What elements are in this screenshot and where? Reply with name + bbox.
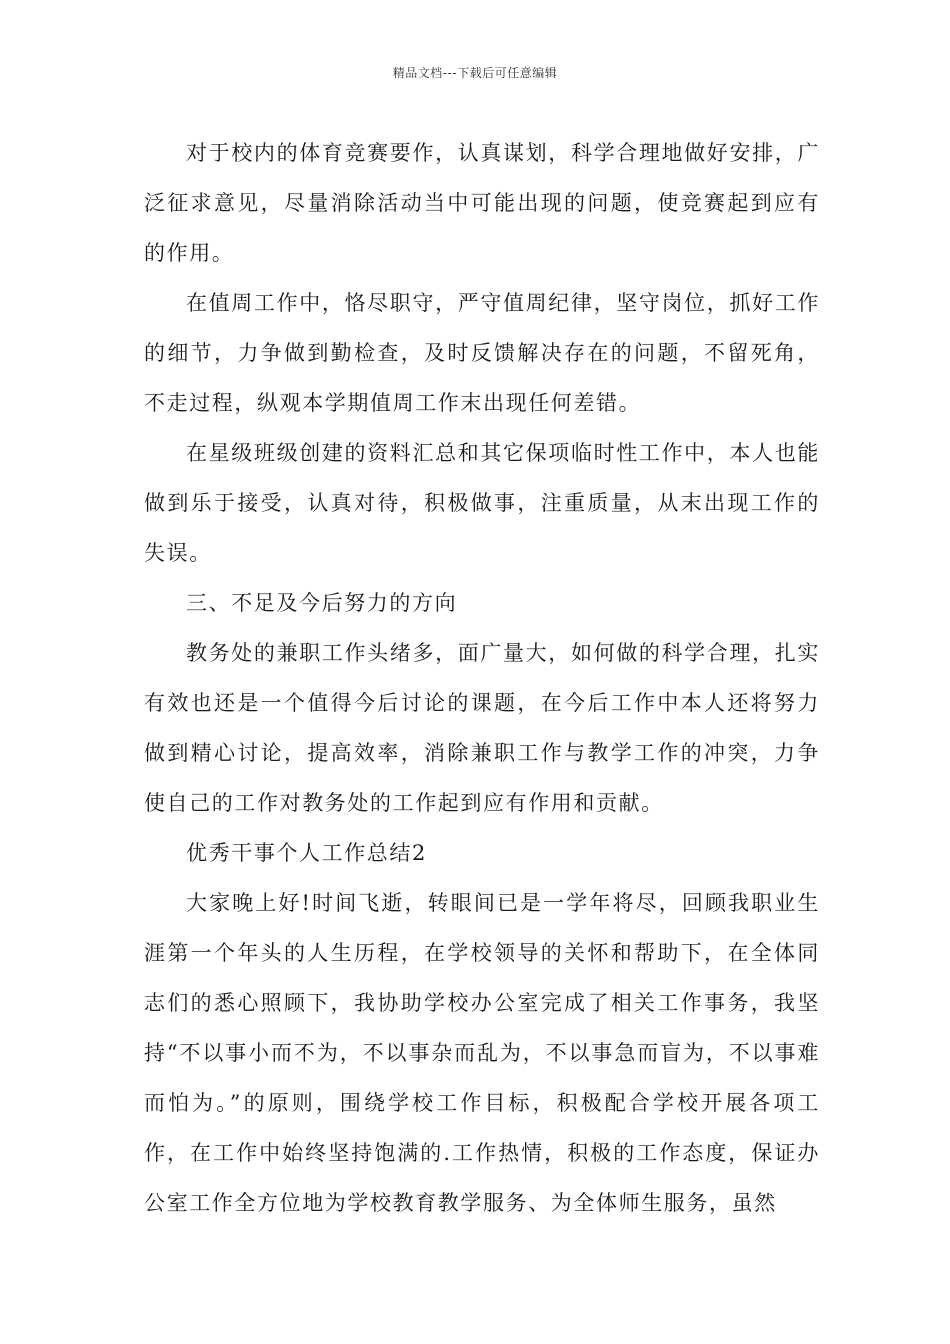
paragraph-sports-competition: 对于校内的体育竞赛要作，认真谋划，科学合理地做好安排，广泛征求意见，尽量消除活动当中可能出现的问题，使竞赛起到应有的作用。 <box>144 141 820 265</box>
paragraph-academic-affairs: 教务处的兼职工作头绪多，面广量大，如何做的科学合理，扎实有效也还是一个值得今后讨论的课题，在今后工作中本人还将努力做到精心讨论，提高效率，消除兼职工作与教学工作的冲突，力争使自己的工作对教务处的工作起到应有作用和贡献。 <box>144 641 820 815</box>
paragraph-star-class: 在星级班级创建的资料汇总和其它保项临时性工作中，本人也能做到乐于接受，认真对待，积极做事，注重质量，从末出现工作的失误。 <box>144 441 820 565</box>
page-header: 精品文档---下载后可任意编辑 <box>392 66 558 80</box>
paragraph-weekly-duty: 在值周工作中，恪尽职守，严守值周纪律，坚守岗位，抓好工作的细节，力争做到勤检查，及时反馈解决存在的问题，不留死角，不走过程，纵观本学期值周工作末出现任何差错。 <box>144 291 820 415</box>
document-body <box>144 128 820 1228</box>
section-heading-shortcomings: 三、不足及今后努力的方向 <box>186 591 458 615</box>
paragraph-greeting: 大家晚上好!时间飞逝，转眼间已是一学年将尽，回顾我职业生涯第一个年头的人生历程，在学校领导的关怀和帮助下，在全体同志们的悉心照顾下，我协助学校办公室完成了相关工作事务，我坚持“不以事小而不为，不以事杂而乱为，不以事急而盲为，不以事难而怕为。”的原则，围绕学校工作目标，积极配合学校开展各项工作，在工作中始终坚持饱满的.工作热情，积极的工作态度，保证办公室工作全方位地为学校教育教学服务、为全体师生服务，虽然 <box>144 891 820 1215</box>
section-heading-summary-2: 优秀干事个人工作总结2 <box>186 841 427 865</box>
